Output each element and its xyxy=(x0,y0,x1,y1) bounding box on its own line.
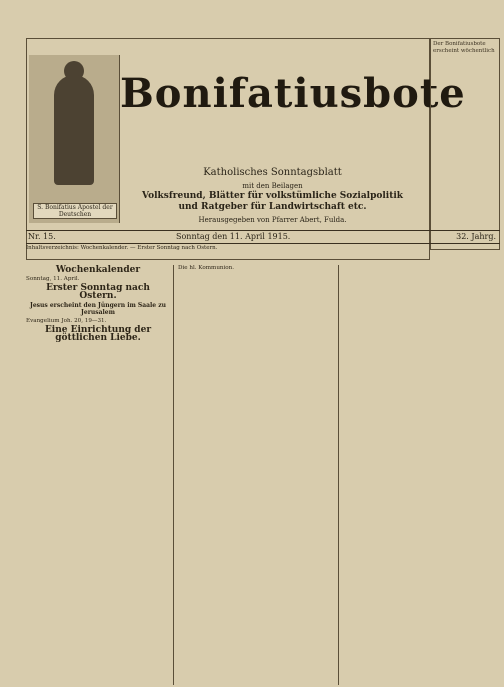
column-1 xyxy=(26,265,170,685)
table-of-contents: Inhaltsverzeichnis: Wochenkalender. — Erster Sonntag nach Ostern. xyxy=(26,245,218,251)
column-rule xyxy=(338,265,339,685)
issue-date: Sonntag den 11. April 1915. xyxy=(176,232,291,241)
supplements-line: mit den Beilagen xyxy=(242,182,303,190)
newspaper-title: Bonifatiusbote xyxy=(120,70,466,117)
subtitle: Katholisches Sonntagsblatt xyxy=(203,167,342,178)
calendar-text: Sonntag, 11. April. xyxy=(26,276,80,283)
gospel-subtitle: Jesus erscheint den Jüngern im Saale zu Jerusalem xyxy=(30,301,166,317)
column-3 xyxy=(342,265,500,685)
heading-sonntag: Erster Sonntag nach Ostern. xyxy=(46,283,150,301)
saint-caption: S. Bonifatius Apostel der Deutschen xyxy=(33,203,117,219)
gospel-text: Evangelium Joh. 20, 19—31. xyxy=(26,318,107,325)
column-2: Die hl. Kommunion. xyxy=(178,265,235,271)
heading-wochenkalender: Wochenkalender xyxy=(55,265,141,275)
heading-einrichtung: Eine Einrichtung der göttlichen Liebe. xyxy=(44,325,152,343)
supplement-2: und Ratgeber für Landwirtschaft etc. xyxy=(178,202,367,212)
publisher-line: Herausgegeben von Pfarrer Abert, Fulda. xyxy=(198,216,347,224)
subscription-box: Der Bonifatiusbote erscheint wöchentlich xyxy=(430,38,500,250)
issue-number: Nr. 15. xyxy=(28,232,56,241)
issue-bar xyxy=(26,230,500,244)
supplement-1: Volksfreund, Blätter für volkstümliche Sozialpolitik xyxy=(141,191,404,201)
saint-figure xyxy=(54,75,94,185)
issue-year: 32. Jahrg. xyxy=(456,232,496,241)
column-rule xyxy=(173,265,174,685)
saint-illustration xyxy=(29,55,120,223)
